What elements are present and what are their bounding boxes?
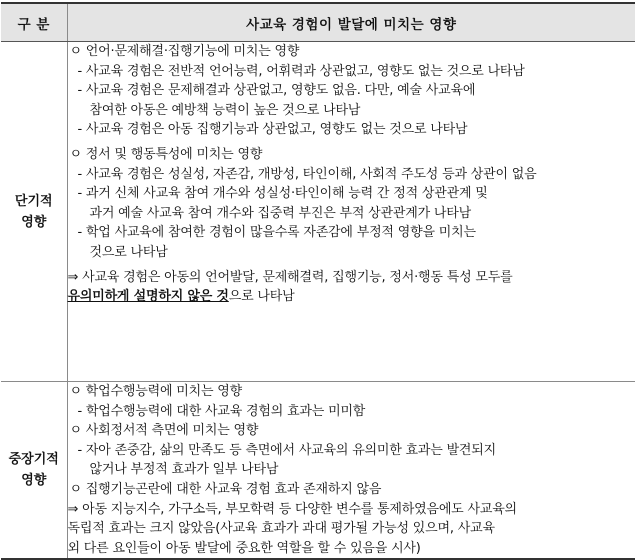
mid-long-term-label-line1: 중장기적 [8, 452, 59, 468]
text-segment: 상관이 없음 [470, 166, 537, 182]
text-segment: 와 성실성·타인이해 능력 간 [237, 186, 394, 202]
text-segment: 유의미하게 설명하지 않은 것 [67, 289, 229, 305]
text-segment: - [77, 403, 86, 419]
text-segment: 학업 사교육 [85, 225, 152, 241]
mid-long-term-arrowcont-line [68, 519, 636, 539]
short-term-cont-line [68, 204, 636, 224]
text-segment: 으로 나타남 [401, 122, 468, 138]
mid-long-term-label-line2: 영향 [21, 473, 47, 489]
text-segment: ⇒ 사교육 경험은 아동의 [67, 269, 206, 285]
text-segment: 집행기능과 상관없고, 영향도 없는 것 [196, 122, 402, 138]
text-segment: 에 대한 [160, 403, 206, 419]
text-segment: 사교육 효과가 과대 평가될 가능성 [220, 521, 409, 537]
short-term-sub-line [68, 184, 636, 204]
text-segment: 사교육의 유의미한 효과는 발견되지 [298, 442, 496, 458]
short-term-content [67, 42, 635, 382]
short-term-label [1, 42, 67, 382]
text-segment: 특성 모두를 [442, 269, 513, 285]
mid-long-term-cont-line [68, 460, 636, 480]
text-segment: 사교육 [205, 403, 243, 419]
text-segment: 다른 요인들이 아동 발달 [83, 540, 220, 556]
text-segment: 효과는 미미함 [287, 403, 366, 419]
short-term-cont-line [68, 101, 636, 121]
mid-long-term-bullet-line [68, 382, 636, 402]
text-segment: - 과거 [77, 186, 115, 202]
text-segment: - 사교육 경험은 아동 [77, 122, 197, 138]
text-segment: 사교육 경험 [85, 166, 152, 182]
text-segment: - 자아 존중감, 삶의 만족도 등 측면에서 [77, 442, 299, 458]
row-short-term [1, 42, 635, 382]
mid-long-term-bullet-line [68, 480, 636, 500]
text-segment: 으로 나타남 [228, 289, 295, 305]
short-term-sub-line [68, 120, 636, 140]
short-term-cont-line [68, 243, 636, 263]
development-effects-table [1, 2, 635, 560]
text-segment: 와 집중력 부진은 [241, 205, 340, 221]
text-segment: ㅇ 언어·문제해결·집행기능에 미치는 영향 [69, 44, 300, 59]
text-segment: 신체 사교육 참여 개수 [114, 186, 238, 202]
text-segment: 정적 상관관계 [393, 186, 472, 202]
short-term-label-line2: 영향 [21, 214, 47, 230]
text-segment: - 사교육 경험은 [77, 83, 168, 99]
text-segment: - 사교육 경험은 전반적 [77, 63, 209, 79]
short-term-arrowcont-line [68, 287, 636, 307]
text-segment: ㅇ 집행기능곤란에 대한 사교육 경험 효과 존재하지 않음 [69, 481, 382, 497]
text-segment: 예술 사교육 참여 개수 [118, 205, 242, 221]
header-effects: 사교육 경험이 발달에 미치는 영향 [67, 3, 635, 42]
short-term-bullet-line [68, 42, 636, 62]
header-row [1, 3, 635, 42]
text-segment: 문제해결과 상관없고, 영향도 없음 [167, 83, 357, 99]
text-segment: 언어능력, 어휘력과 상관없고, 영향도 없는 [208, 63, 443, 79]
text-segment: 에 참여한 경험이 많을수록 [151, 225, 304, 241]
text-segment: 경험의 [242, 403, 288, 419]
text-segment: 학업수행능력 [85, 403, 161, 419]
mid-long-term-bullet-line [68, 421, 636, 441]
mid-long-term-arrow-line [68, 500, 636, 520]
mid-long-term-content [67, 382, 635, 560]
short-term-sub-line [68, 81, 636, 101]
text-segment: ㅇ 정서 및 행동특성에 미치는 영향 [69, 146, 263, 162]
short-term-sub-line [68, 223, 636, 243]
text-segment: 은 성실성, 자존감, 개방성, 타인이해, 사회적 주도성 등과 [151, 166, 471, 182]
text-segment: 을 미치는 [422, 225, 476, 241]
mid-long-term-sub-line [68, 402, 636, 422]
short-term-sub-line [68, 62, 636, 82]
text-segment: 과거 [89, 205, 119, 221]
text-segment: 않거나 부정적 효과 [89, 462, 197, 478]
text-segment: 부적 상관관계 [339, 205, 418, 221]
text-segment: - [77, 225, 86, 241]
text-segment: - [77, 166, 86, 182]
text-segment: ⇒ 아동 지능지수, 가구소득, 부모학력 등 다양한 변수를 통제하였음에도 [67, 501, 468, 517]
text-segment: 및 [471, 186, 488, 202]
short-term-bullet-line [68, 145, 636, 165]
short-term-label-line1: 단기적 [14, 193, 53, 209]
text-segment: 것으로 나타남 [442, 63, 525, 79]
short-term-sub-line [68, 165, 636, 185]
text-segment: . 다만, 예술 사교육에 [356, 83, 476, 99]
text-segment: 가 나타남 [417, 205, 471, 221]
header-category: 구 분 [1, 3, 67, 42]
text-segment: 있으며, 사교육 [408, 521, 495, 537]
text-segment: 자존감에 부정적 영향 [303, 225, 423, 241]
text-segment: 언어발달, 문제해결력, 집행기능, 정서·행동 [205, 269, 443, 285]
text-segment: 독립적 효과는 크지 않았음( [67, 521, 221, 537]
mid-long-term-label [1, 382, 67, 560]
text-segment: 외 [67, 540, 84, 556]
text-segment: 사교육의 [467, 501, 517, 517]
text-segment: 참여한 아동은 예방책 능력이 높은 것으로 나타남 [89, 102, 361, 118]
mid-long-term-sub-line [68, 441, 636, 461]
text-segment: 에 중요한 역할을 할 수 있음을 시사) [219, 540, 421, 556]
short-term-arrow-line [68, 268, 636, 288]
text-segment: 가 일부 나타남 [196, 462, 279, 478]
text-segment: ㅇ 학업수행능력에 미치는 영향 [69, 384, 242, 399]
text-segment: 것으로 나타남 [89, 244, 168, 260]
row-mid-long-term [1, 382, 635, 560]
text-segment: ㅇ 사회정서적 측면에 미치는 영향 [69, 423, 259, 439]
